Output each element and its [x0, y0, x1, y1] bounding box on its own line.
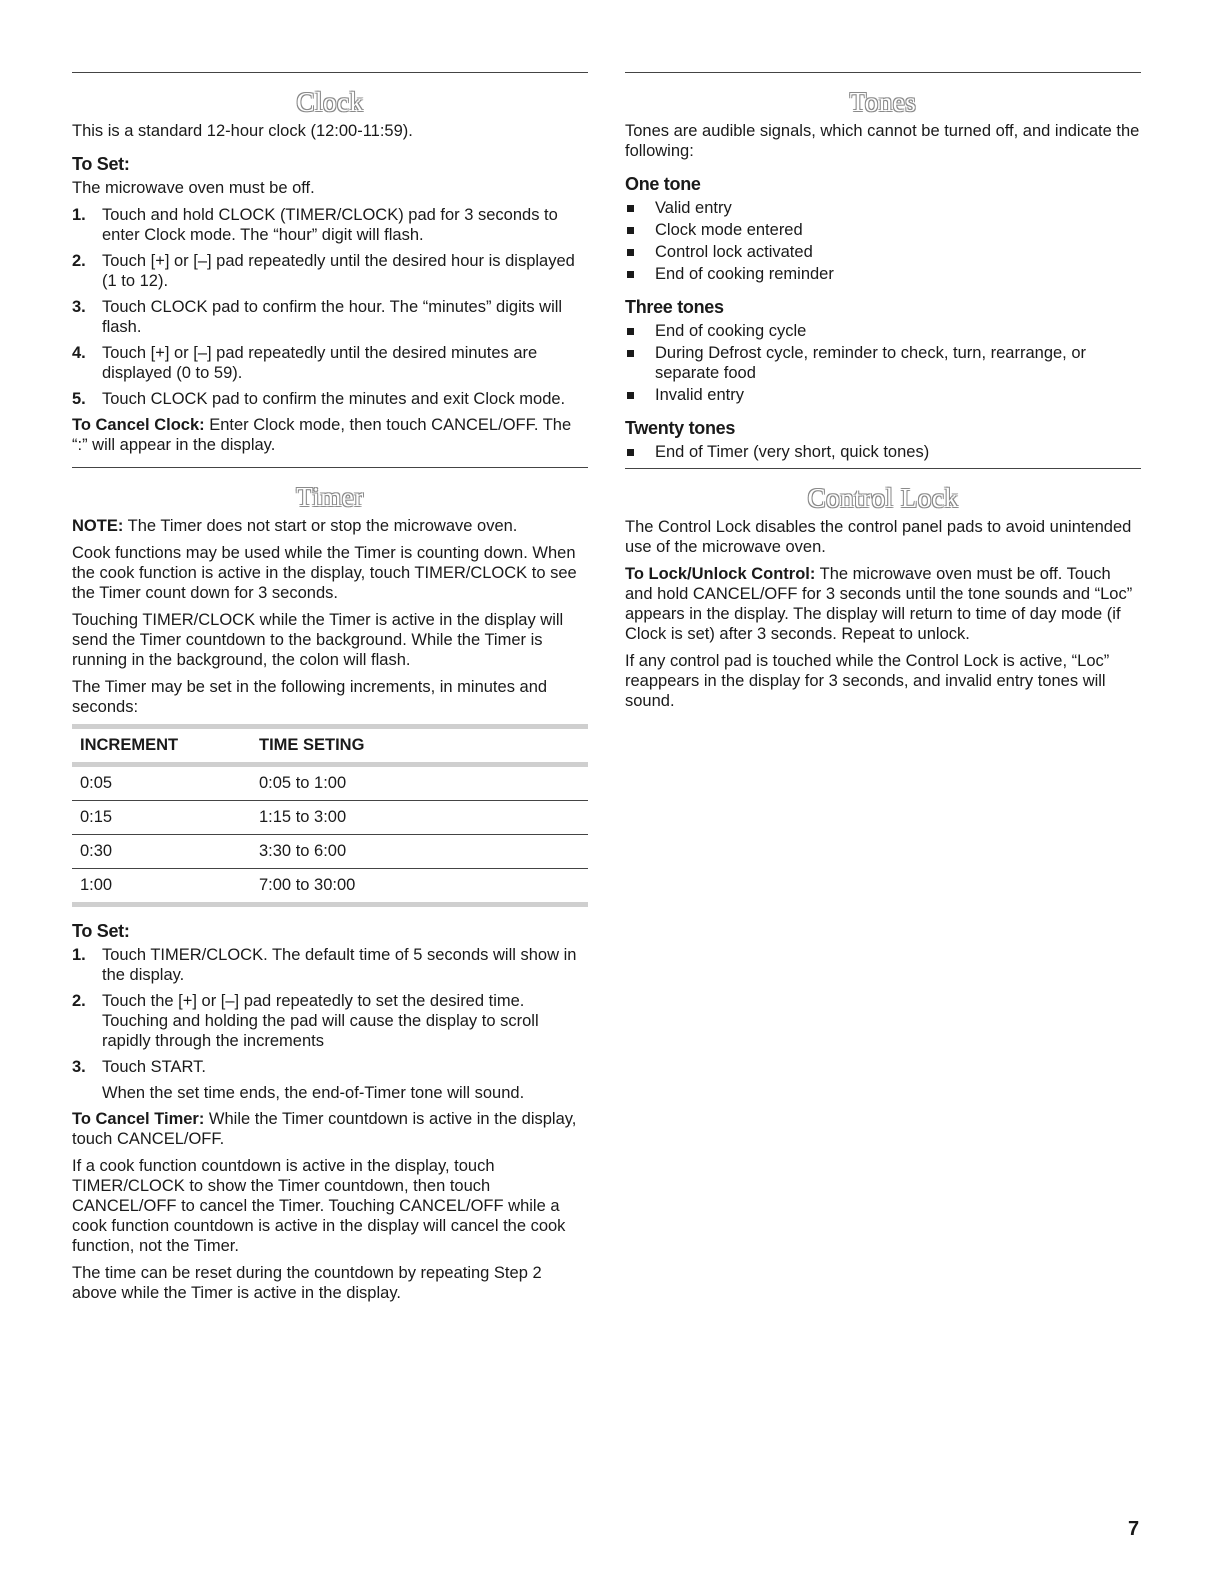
left-column [72, 72, 588, 1310]
step-number: 2. [72, 252, 86, 270]
clock-to-set-heading: To Set: [72, 154, 130, 174]
timer-cancel-label: To Cancel Timer: [72, 1110, 205, 1128]
timer-step-continuation [72, 1083, 588, 1103]
step-text: Touch TIMER/CLOCK. The default time of 5 seconds will show in the display. [102, 946, 577, 984]
twenty-tones-list [625, 442, 1141, 462]
one-tone-heading: One tone [625, 174, 701, 194]
control-lock-para-2: If any control pad is touched while the Control Lock is active, “Loc” reappears in the display for 3 seconds, and invalid entry tones will sound. [625, 652, 1110, 710]
timer-note-text: The Timer does not start or stop the microwave oven. [123, 517, 518, 535]
step-number: 3. [72, 1058, 86, 1076]
table-cell: 1:15 to 3:00 [251, 801, 588, 835]
control-lock-intro: The Control Lock disables the control panel pads to avoid unintended use of the microwave oven. [625, 518, 1132, 556]
table-cell: 3:30 to 6:00 [251, 835, 588, 869]
column-header-time-setting: TIME SETING [251, 727, 588, 765]
table-cell: 0:05 to 1:00 [251, 765, 588, 801]
timer-title: Timer [296, 482, 364, 512]
tones-top-rule [625, 72, 1141, 73]
timer-steps [72, 945, 588, 1103]
timer-cancel [72, 1109, 588, 1149]
step-text: Touch [+] or [–] pad repeatedly until the desired hour is displayed (1 to 12). [102, 252, 575, 290]
timer-top-rule [72, 467, 588, 468]
list-item: Valid entry [625, 198, 1141, 218]
tones-title: Tones [849, 87, 917, 117]
table-cell: 7:00 to 30:00 [251, 869, 588, 905]
list-item: End of cooking reminder [625, 264, 1141, 284]
table-row [72, 801, 588, 835]
timer-para-4: If a cook function countdown is active in the display, touch TIMER/CLOCK to show the Timer countdown, then touch CANCEL/OFF to cancel the Timer. Touching CANCEL/OFF while a cook function countdown is active in the display will cancel the cook function, not the Timer. [72, 1157, 566, 1255]
clock-cancel [72, 415, 588, 455]
timer-para-2: Touching TIMER/CLOCK while the Timer is active in the display will send the Timer countdown to the background. While the Timer is running in the background, the colon will flash. [72, 611, 564, 669]
table-header-row [72, 727, 588, 765]
step-text: Touch [+] or [–] pad repeatedly until the desired minutes are displayed (0 to 59). [102, 344, 538, 382]
step-text: Touch CLOCK pad to confirm the hour. The “minutes” digits will flash. [102, 298, 563, 336]
control-lock-instructions [625, 564, 1141, 644]
list-item: Clock mode entered [625, 220, 1141, 240]
step-text: Touch START. [102, 1058, 206, 1076]
table-row [72, 765, 588, 801]
table-row [72, 869, 588, 905]
timer-step [72, 945, 588, 985]
tones-intro: Tones are audible signals, which cannot be turned off, and indicate the following: [625, 122, 1140, 160]
step-number: 2. [72, 992, 86, 1010]
control-lock-title: Control Lock [807, 483, 959, 513]
clock-title: Clock [296, 87, 364, 117]
step-number: 4. [72, 344, 86, 362]
clock-cancel-label: To Cancel Clock: [72, 416, 205, 434]
right-column [625, 72, 1141, 718]
timer-step [72, 1057, 588, 1077]
lock-unlock-text: The microwave oven must be off. Touch and hold CANCEL/OFF for 3 seconds until the tone sounds and “Loc” appears in the display. The display will return to time of day mode (if Clock is set) after 3 seconds. Repeat to unlock. [625, 565, 1133, 643]
step-text: Touch the [+] or [–] pad repeatedly to set the desired time. Touching and holding the pad will cause the display to scroll rapidly through the increments [102, 992, 539, 1050]
step-number: 3. [72, 298, 86, 316]
list-item: Invalid entry [625, 385, 1141, 405]
timer-note-label: NOTE: [72, 517, 124, 535]
timer-para-3: The Timer may be set in the following increments, in minutes and seconds: [72, 678, 548, 716]
step-number: 1. [72, 946, 86, 964]
timer-para-1: Cook functions may be used while the Timer is counting down. When the cook function is active in the display, touch TIMER/CLOCK to see the Timer count down for 3 seconds. [72, 544, 577, 602]
column-header-increment: INCREMENT [72, 727, 251, 765]
clock-must-be-off: The microwave oven must be off. [72, 179, 315, 197]
timer-to-set-heading: To Set: [72, 921, 130, 941]
clock-step [72, 343, 588, 383]
step-text: Touch and hold CLOCK (TIMER/CLOCK) pad for 3 seconds to enter Clock mode. The “hour” digit will flash. [102, 206, 558, 244]
lock-unlock-label: To Lock/Unlock Control: [625, 565, 816, 583]
three-tones-list [625, 321, 1141, 405]
one-tone-list [625, 198, 1141, 284]
clock-step [72, 205, 588, 245]
list-item: During Defrost cycle, reminder to check, turn, rearrange, or separate food [625, 343, 1141, 383]
three-tones-heading: Three tones [625, 297, 724, 317]
step-text: When the set time ends, the end-of-Timer tone will sound. [102, 1084, 525, 1102]
increment-table [72, 724, 588, 907]
step-number: 1. [72, 206, 86, 224]
clock-cancel-text: Enter Clock mode, then touch CANCEL/OFF. The “:” will appear in the display. [72, 416, 572, 454]
control-lock-top-rule [625, 468, 1141, 469]
table-cell: 0:15 [72, 801, 251, 835]
table-cell: 1:00 [72, 869, 251, 905]
list-item: Control lock activated [625, 242, 1141, 262]
step-text: Touch CLOCK pad to confirm the minutes and exit Clock mode. [102, 390, 566, 408]
clock-step [72, 297, 588, 337]
timer-cancel-text: While the Timer countdown is active in the display, touch CANCEL/OFF. [72, 1110, 577, 1148]
timer-note [72, 516, 588, 536]
timer-para-5: The time can be reset during the countdown by repeating Step 2 above while the Timer is active in the display. [72, 1264, 542, 1302]
table-row [72, 835, 588, 869]
list-item: End of cooking cycle [625, 321, 1141, 341]
twenty-tones-heading: Twenty tones [625, 418, 736, 438]
table-cell: 0:05 [72, 765, 251, 801]
clock-step [72, 251, 588, 291]
clock-intro: This is a standard 12-hour clock (12:00-11:59). [72, 122, 413, 140]
clock-step [72, 389, 588, 409]
list-item: End of Timer (very short, quick tones) [625, 442, 1141, 462]
table-cell: 0:30 [72, 835, 251, 869]
step-number: 5. [72, 390, 86, 408]
clock-top-rule [72, 72, 588, 73]
page-number: 7 [1128, 1518, 1140, 1540]
clock-steps [72, 205, 588, 409]
timer-step [72, 991, 588, 1051]
